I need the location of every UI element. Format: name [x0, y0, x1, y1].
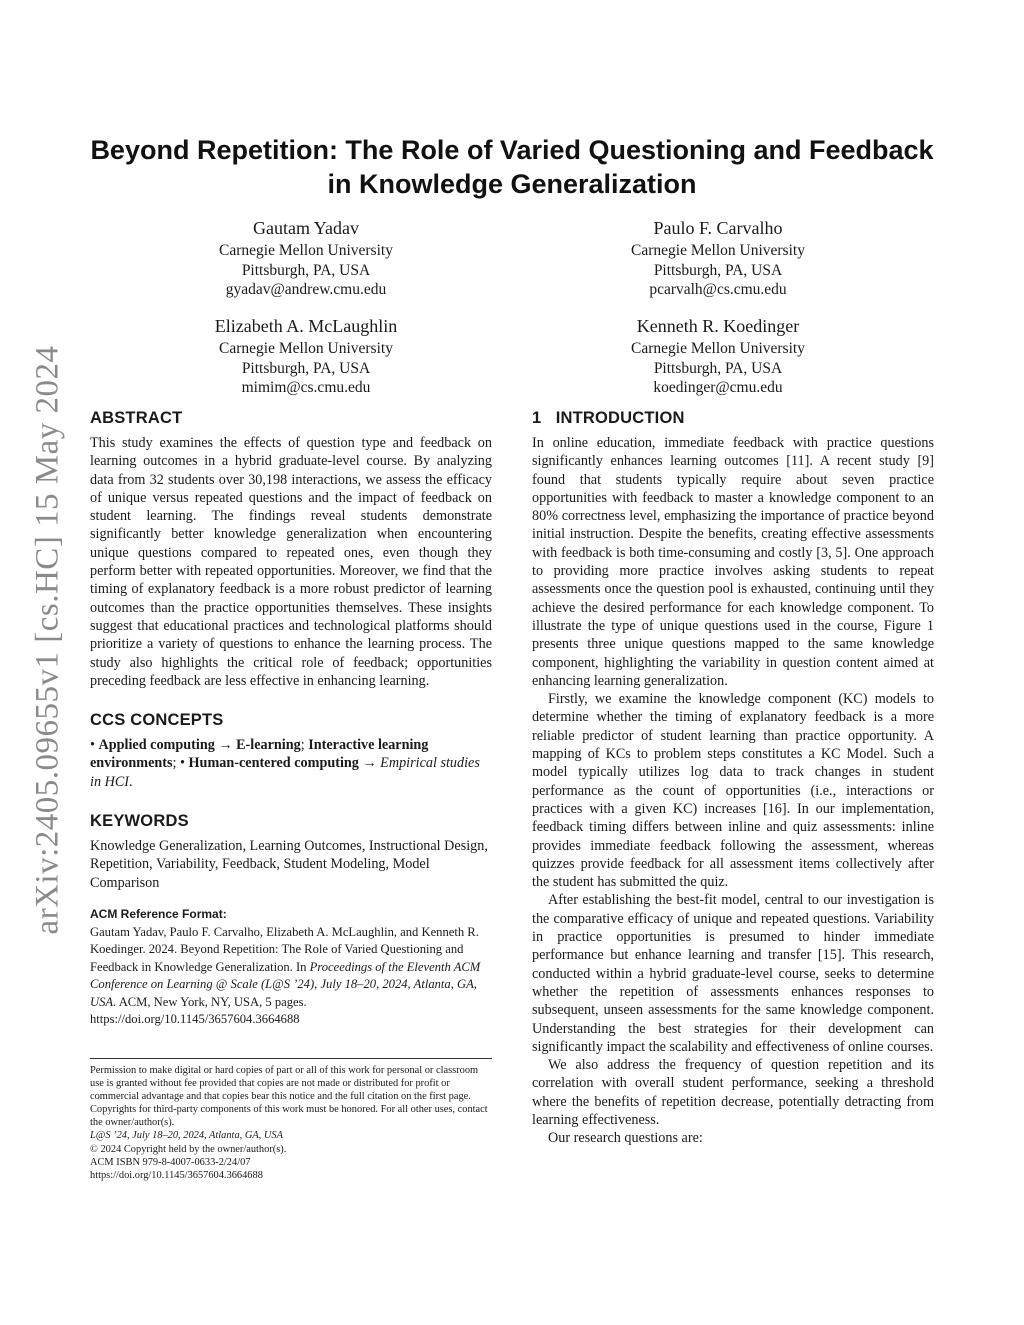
title-line-1: Beyond Repetition: The Role of Varied Questioning and Feedback [90, 135, 934, 165]
author-block-4 [548, 314, 888, 398]
reference-text-part: Gautam Yadav, Paulo F. Carvalho, Elizabeth A. McLaughlin, and Kenneth R. Koedinger. 2024. Beyond Repetition: The Role of Varied Questioning and Feedback in Knowledge Generalization. In [90, 924, 479, 974]
permission-text: Permission to make digital or hard copies of part or all of this work for personal or classroom use is granted without fee provided that copies are not made or distributed for profit or commercial advantage and that copies bear this notice and the full citation on the first page. Copyrights for third-party components of this work must be honored. For all other uses, contact the owner/author(s). [90, 1065, 488, 1129]
abstract-heading: ABSTRACT [90, 409, 183, 427]
ccs-sub-empirical: Empirical studies in HCI [90, 755, 480, 790]
ccs-arrow: → [358, 755, 381, 772]
right-column [532, 408, 934, 1148]
ccs-heading: CCS CONCEPTS [90, 711, 224, 730]
author-email[interactable]: koedinger@cmu.edu [653, 379, 783, 396]
ccs-concepts [90, 736, 492, 791]
introduction-heading: 1 INTRODUCTION [532, 409, 685, 427]
author-location: Pittsburgh, PA, USA [241, 261, 371, 279]
author-email[interactable]: mimim@cs.cmu.edu [241, 379, 371, 396]
ccs-separator: ; [300, 737, 309, 754]
author-location: Pittsburgh, PA, USA [653, 359, 783, 377]
author-block-3 [136, 314, 476, 398]
author-email[interactable]: gyadav@andrew.cmu.edu [225, 281, 387, 298]
paper-title [60, 133, 964, 201]
abstract-text: This study examines the effects of question type and feedback on learning outcomes in a hybrid graduate-level course. By analyzing data from 32 students over 30,198 interactions, we assess the efficacy of unique versus repeated questions and the impact of feedback on student learning. The findings reveal students demonstrate significantly better knowledge generalization when encountering unique questions compared to repeated ones, even though they perform better with repeated opportunities. Moreover, we find that the timing of explanatory feedback is a more robust predictor of learning outcomes than the practice opportunities themselves. These insights suggest that educational practices and technological platforms should prioritize a variety of questions to enhance the learning process. The study also highlights the critical role of feedback; opportunities preceding feedback are less effective in enhancing learning. [90, 435, 492, 689]
doi-link[interactable]: https://doi.org/10.1145/3657604.3664688 [90, 1169, 263, 1181]
ccs-end: . [129, 773, 133, 790]
author-block-2 [548, 216, 888, 300]
ccs-arrow: → [214, 737, 237, 754]
keywords-heading: KEYWORDS [90, 812, 189, 831]
author-location: Pittsburgh, PA, USA [653, 261, 783, 279]
author-name: Kenneth R. Koedinger [636, 316, 800, 336]
intro-paragraph-4: We also address the frequency of question repetition and its correlation with overall student performance, seeking a threshold where the benefits of repetition decrease, potentially detracting from learning effectiveness. [532, 1057, 934, 1128]
reference-format-text [90, 924, 492, 1029]
ccs-sub-interactive: Interactive learning environments [90, 737, 429, 772]
intro-paragraph-3: After establishing the best-fit model, central to our investigation is the comparative efficacy of unique and repeated questions. Variability in practice opportunities is presumed to hinder immediate performance but enhance learning and transfer [15]. This research, conducted within a hybrid graduate-level course, seeks to determine whether the repetition of assessments enhances responses to subsequent, unseen assessments for the same knowledge component. Understanding the best strategies for their development can significantly impact the scalability and effectiveness of online courses. [532, 892, 934, 1055]
author-affiliation: Carnegie Mellon University [631, 340, 805, 357]
permission-footnote [90, 1058, 492, 1182]
ccs-concept-applied-computing: Applied computing [98, 737, 215, 754]
ccs-sub-elearning: E-learning [236, 737, 301, 754]
intro-paragraph-2: Firstly, we examine the knowledge component (KC) models to determine whether the timing of explanatory feedback is a more reliable predictor of student learning than practice opportunity. A mapping of KCs to problem steps constitutes a KC Model. Such a model typically utilizes log data to track changes in student performance as the count of opportunities (i.e., interactions or practices with a given KC) increases [16]. In our implementation, feedback timing differs between inline and quiz assessments: inline provides immediate feedback following the assessment, whereas quizzes provide feedback for all assessment items collectively after the student has submitted the quiz. [532, 691, 934, 891]
arxiv-identifier: arXiv:2405.09655v1 [cs.HC] 15 May 2024 [29, 345, 66, 935]
author-affiliation: Carnegie Mellon University [631, 242, 805, 259]
copyright-line: © 2024 Copyright held by the owner/author(s). [90, 1143, 287, 1155]
ccs-separator: ; • [172, 755, 189, 772]
reference-text-part[interactable]: ACM, New York, NY, USA, 5 pages. https://doi.org/10.1145/3657604.3664688 [90, 994, 307, 1027]
author-name: Gautam Yadav [253, 218, 359, 238]
author-email[interactable]: pcarvalh@cs.cmu.edu [649, 281, 787, 298]
arxiv-sidebar [28, 340, 68, 940]
conference-line: L@S ’24, July 18–20, 2024, Atlanta, GA, USA [90, 1130, 283, 1142]
author-block-1 [136, 216, 476, 300]
intro-paragraph-1: In online education, immediate feedback with practice questions significantly enhances learning outcomes [11]. A recent study [9] found that students typically require about seven practice opportunities with feedback to master a knowledge component to an 80% correctness level, emphasizing the importance of practice beyond initial instruction. Despite the benefits, creating effective assessments with feedback is both time-consuming and costly [3, 5]. One approach to providing more practice involves asking students to repeat assessments once the question pool is exhausted, continuing until they achieve the desired performance for each knowledge component. To illustrate the type of unique questions used in the course, Figure 1 presents three unique questions mapped to the same knowledge component, highlighting the variability in question content aimed at enhancing learning generalization. [532, 435, 934, 689]
ccs-concept-hcc: Human-centered computing [188, 755, 359, 772]
reference-venue: Proceedings of the Eleventh ACM Conference on Learning @ Scale (L@S ’24), July 18–20, 2024, Atlanta, GA, USA. [90, 959, 481, 1009]
author-name: Paulo F. Carvalho [653, 218, 783, 238]
isbn-line: ACM ISBN 979-8-4007-0633-2/24/07 [90, 1156, 251, 1168]
intro-paragraph-5: Our research questions are: [548, 1130, 703, 1147]
title-line-2: in Knowledge Generalization [327, 169, 697, 199]
ccs-bullet: • [90, 737, 99, 754]
left-column [90, 408, 492, 1029]
author-location: Pittsburgh, PA, USA [241, 359, 371, 377]
author-name: Elizabeth A. McLaughlin [214, 316, 398, 336]
author-affiliation: Carnegie Mellon University [219, 340, 393, 357]
reference-format-heading: ACM Reference Format: [90, 906, 227, 921]
author-affiliation: Carnegie Mellon University [219, 242, 393, 259]
keywords-text: Knowledge Generalization, Learning Outcomes, Instructional Design, Repetition, Variability, Feedback, Student Modeling, Model Comparison [90, 838, 488, 891]
